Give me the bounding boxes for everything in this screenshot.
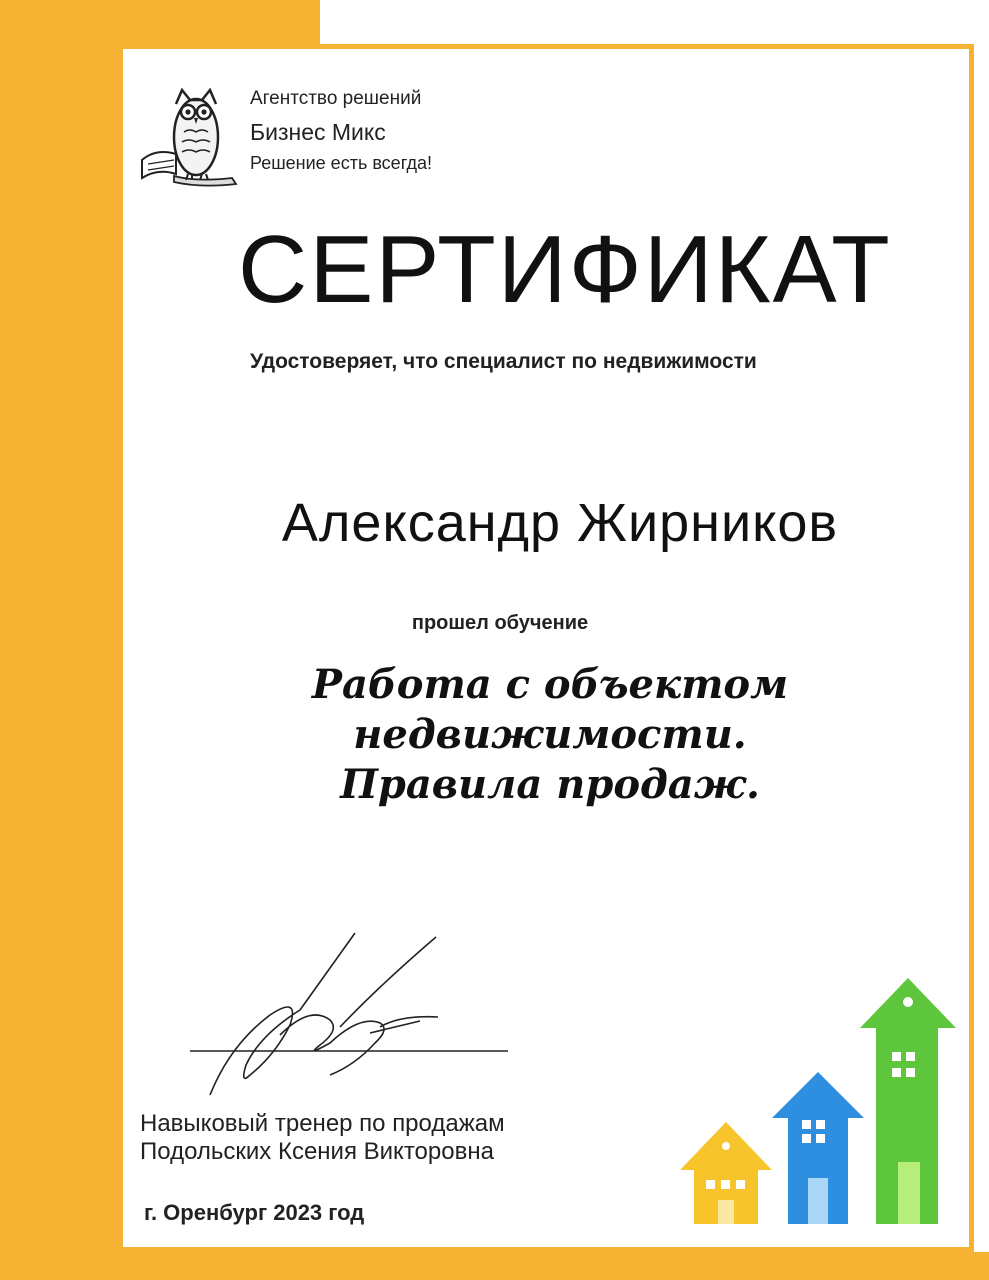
agency-slogan: Решение есть всегда!: [250, 153, 432, 173]
agency-block: [250, 88, 432, 174]
course-title-line-1: Работа с объектом недвижимости.: [311, 661, 789, 758]
agency-name: Бизнес Микс: [250, 119, 386, 145]
course-title-line-2: Правила продаж.: [340, 761, 760, 808]
owl-logo-icon: [136, 82, 246, 192]
trainer-name: Подольских Ксения Викторовна: [140, 1138, 494, 1165]
trainer-role: Навыковый тренер по продажам: [140, 1110, 505, 1137]
certificate-subtitle: Удостоверяет, что специалист по недвижимости: [250, 350, 757, 373]
certificate-title: СЕРТИФИКАТ: [238, 216, 892, 323]
passed-label: прошел обучение: [411, 612, 589, 634]
city-year: г. Оренбург 2023 год: [144, 1200, 365, 1225]
recipient-name: Александр Жирников: [281, 493, 839, 553]
course-title: [160, 660, 940, 810]
signature-icon: [180, 925, 520, 1105]
agency-line-1: Агентство решений: [250, 88, 422, 109]
bottom-accent-band: [0, 1252, 989, 1280]
trainer-block: [140, 1110, 505, 1166]
houses-icon: [676, 972, 966, 1230]
